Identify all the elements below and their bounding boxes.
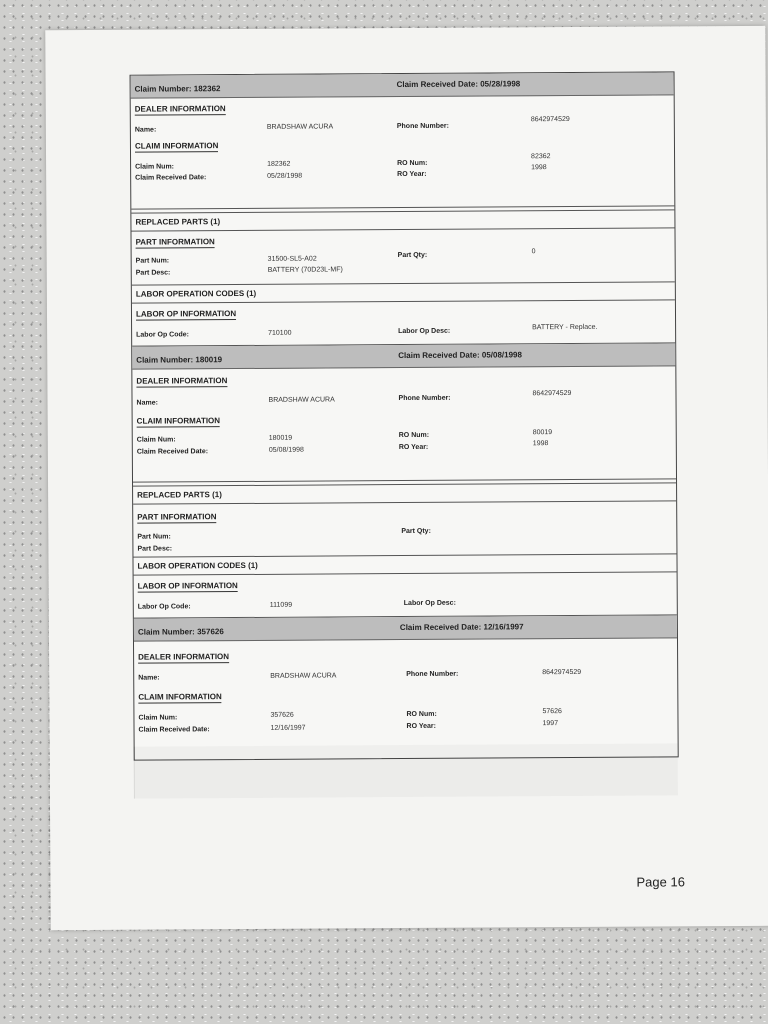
- ro-num-label: RO Num:: [406, 710, 437, 719]
- phone-number-label: Phone Number:: [406, 670, 459, 679]
- labor-op-information-heading: LABOR OP INFORMATION: [135, 309, 237, 319]
- claim-date-label-group: [400, 622, 524, 632]
- claims-report: [130, 71, 679, 760]
- claim-received-date-value: 12/16/1997: [483, 622, 524, 632]
- claim-num-value: 357626: [270, 711, 294, 719]
- ro-num-value: 80019: [532, 429, 553, 437]
- name-label: Name:: [134, 126, 157, 134]
- labor-codes-heading: LABOR OPERATION CODES (1): [137, 560, 258, 571]
- claim-received-date-label: Claim Received Date:: [396, 79, 478, 90]
- faded-bleed-through: [134, 743, 678, 798]
- part-desc-label: Part Desc:: [137, 545, 173, 553]
- labor-op-code-label: Labor Op Code:: [136, 331, 190, 339]
- ro-year-label: RO Year:: [406, 722, 436, 731]
- ro-num-label: RO Num:: [398, 431, 430, 440]
- claim-received-date-field-label: Claim Received Date:: [136, 448, 209, 456]
- claim-received-date-field-label: Claim Received Date:: [138, 726, 210, 734]
- labor-op-code-value: 710100: [268, 329, 292, 337]
- claim-number-value: 357626: [197, 627, 224, 637]
- labor-op-code-value: 111099: [269, 601, 293, 609]
- claim-number-label: Claim Number:: [137, 627, 195, 637]
- claim-date-label-group: [398, 350, 522, 360]
- labor-op-desc-label: Labor Op Desc:: [398, 327, 451, 336]
- ro-year-label: RO Year:: [397, 170, 427, 179]
- part-info-block: [131, 228, 674, 285]
- claim-header: [132, 343, 675, 369]
- claim-header: [134, 615, 677, 641]
- ro-year-label: RO Year:: [398, 443, 429, 452]
- phone-number-value: 8642974529: [542, 668, 582, 677]
- claim-number-label-group: [136, 355, 222, 365]
- part-info-block: [133, 501, 676, 557]
- ro-num-label: RO Num:: [397, 159, 428, 168]
- claim-information-heading: CLAIM INFORMATION: [136, 416, 221, 426]
- phone-number-value: 8642974529: [530, 116, 570, 124]
- dealer-information-heading: DEALER INFORMATION: [138, 652, 230, 662]
- labor-info-block: [134, 572, 677, 618]
- labor-info-block: [132, 300, 675, 346]
- claim-information-heading: CLAIM INFORMATION: [134, 141, 219, 151]
- part-num-label: Part Num:: [135, 257, 170, 265]
- labor-op-desc-label: Labor Op Desc:: [403, 599, 456, 608]
- phone-number-value: 8642974529: [532, 390, 572, 398]
- claim-date-label-group: [397, 79, 521, 89]
- claim-received-date-label: Claim Received Date:: [399, 622, 482, 633]
- part-qty-label: Part Qty:: [401, 527, 431, 536]
- claim-information-heading: CLAIM INFORMATION: [138, 692, 222, 702]
- part-num-value: 31500-SL5-A02: [267, 255, 317, 263]
- dealer-name-value: BRADSHAW ACURA: [268, 396, 335, 404]
- phone-number-label: Phone Number:: [398, 394, 451, 403]
- part-qty-label: Part Qty:: [397, 251, 428, 260]
- claim-info-block: [132, 366, 676, 482]
- part-information-heading: PART INFORMATION: [135, 237, 215, 247]
- part-desc-value: BATTERY (70D23L-MF): [267, 266, 343, 274]
- ro-num-value: 82362: [531, 153, 551, 161]
- labor-op-desc-value: BATTERY - Replace.: [532, 323, 598, 332]
- claim-number-label: Claim Number:: [134, 84, 192, 94]
- claim-number-label-group: [138, 627, 224, 637]
- claim-received-date-field-value: 12/16/1997: [270, 724, 306, 732]
- labor-op-code-label: Labor Op Code:: [137, 603, 191, 611]
- claim-num-label: Claim Num:: [136, 436, 176, 444]
- claim-num-label: Claim Num:: [135, 163, 175, 171]
- claim-header: [131, 72, 674, 98]
- claim-info-block: [134, 638, 678, 759]
- page-number: Page 16: [636, 874, 685, 890]
- claim-num-label: Claim Num:: [138, 714, 178, 722]
- dealer-name-value: BRADSHAW ACURA: [266, 123, 334, 131]
- dealer-information-heading: DEALER INFORMATION: [134, 104, 226, 114]
- replaced-parts-heading: REPLACED PARTS (1): [137, 490, 222, 500]
- claim-received-date-value: 05/28/1998: [480, 79, 521, 89]
- ro-num-value: 57626: [542, 708, 562, 716]
- ro-year-value: 1998: [531, 164, 547, 172]
- part-qty-value: 0: [531, 248, 536, 256]
- claim-received-date-field-label: Claim Received Date:: [135, 174, 207, 182]
- ro-year-value: 1997: [542, 720, 559, 728]
- claim-info-block: [131, 95, 675, 209]
- phone-number-label: Phone Number:: [396, 122, 449, 131]
- name-label: Name:: [136, 399, 158, 407]
- part-information-heading: PART INFORMATION: [137, 512, 217, 522]
- dealer-name-value: BRADSHAW ACURA: [270, 672, 337, 680]
- labor-codes-heading: LABOR OPERATION CODES (1): [135, 288, 257, 299]
- claim-received-date-field-value: 05/08/1998: [268, 446, 304, 454]
- paper-sheet: [45, 26, 768, 930]
- labor-op-information-heading: LABOR OP INFORMATION: [137, 581, 238, 591]
- replaced-parts-heading: REPLACED PARTS (1): [135, 217, 221, 227]
- part-num-label: Part Num:: [137, 533, 171, 541]
- ro-year-value: 1998: [532, 440, 549, 448]
- claim-received-date-label: Claim Received Date:: [398, 350, 480, 361]
- claim-received-date-field-value: 05/28/1998: [267, 172, 303, 180]
- name-label: Name:: [138, 674, 160, 682]
- claim-number-label-group: [135, 84, 221, 94]
- part-desc-label: Part Desc:: [135, 269, 171, 277]
- claim-number-value: 180019: [195, 355, 223, 365]
- dealer-information-heading: DEALER INFORMATION: [136, 376, 228, 386]
- claim-num-value: 182362: [267, 160, 291, 168]
- claim-number-label: Claim Number:: [136, 355, 194, 365]
- claim-num-value: 180019: [268, 434, 293, 442]
- claim-number-value: 182362: [193, 84, 221, 94]
- claim-received-date-value: 05/08/1998: [481, 350, 522, 360]
